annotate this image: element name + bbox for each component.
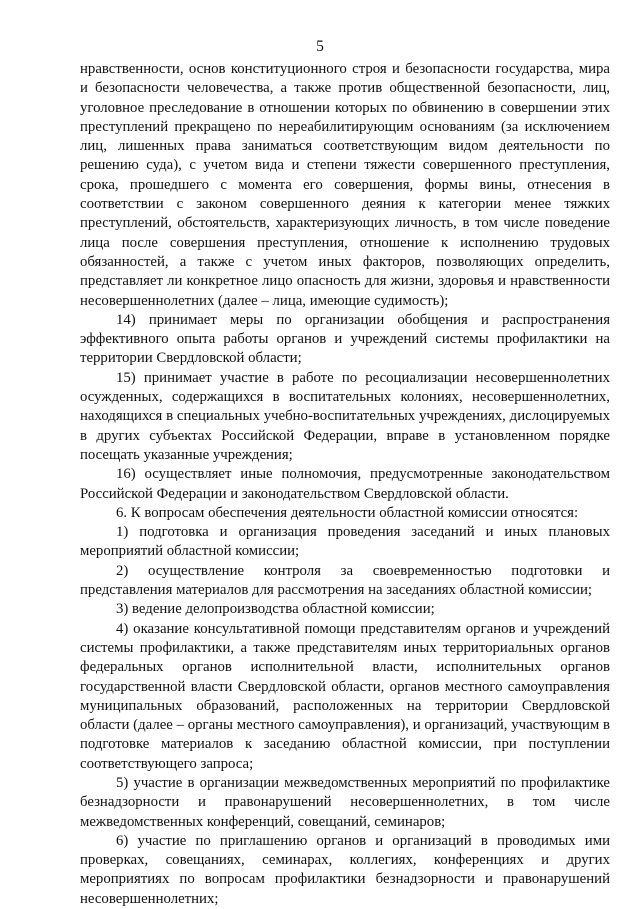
document-body: [80, 60, 610, 909]
paragraph-item-1: 1) подготовка и организация проведения заседаний и иных плановых мероприятий областной комиссии;: [80, 524, 610, 560]
paragraph-item-3: 3) ведение делопроизводства областной комиссии;: [116, 601, 435, 618]
paragraph-item-6: 6) участие по приглашению органов и организаций в проводимых ими проверках, совещаниях, семинарах, коллегиях, конференциях и других мероприятиях по вопросам профилактики безнадзорности и правонарушений несовершеннолетних;: [80, 832, 610, 907]
paragraph-continuation: нравственности, основ конституционного строя и безопасности государства, мира и безопасности человечества, а также против общественной безопасности, лиц, уголовное преследование в отношении которых по обвинению в совершении этих преступлений прекращено по нереабилитирующим основаниям (за исключением лиц, лишенных права заниматься соответствующим видом деятельности по решению суда), с учетом вида и степени тяжести совершенного преступления, срока, прошедшего с момента его совершения, формы вины, отнесения в соответствии с законом совершенного деяния к категории менее тяжких преступлений, обстоятельств, характеризующих личность, в том числе поведение лица после совершения преступления, отношение к исполнению трудовых обязанностей, а также с учетом иных факторов, позволяющих определить, представляет ли конкретное лицо опасность для жизни, здоровья и нравственности несовершеннолетних (далее – лица, имеющие судимость);: [80, 61, 610, 309]
paragraph-item-16: 16) осуществляет иные полномочия, предусмотренные законодательством Российской Федерации и законодательством Свердловской области.: [80, 466, 610, 502]
paragraph-item-2: 2) осуществление контроля за своевременностью подготовки и представления материалов для рассмотрения на заседаниях областной комиссии;: [80, 562, 610, 599]
paragraph-item-4: 4) оказание консультативной помощи представителям органов и учреждений системы профилактики, а также представителям иных территориальных органов федеральных органов исполнительной власти, исполнительных органов государственной власти Свердловской области, органов местного самоуправления муниципальных образований, расположенных на территории Свердловской области (далее – органы местного самоуправления), и организаций, участвующим в подготовке материалов к заседанию областной комиссии, при поступлении соответствующего запроса;: [80, 620, 610, 772]
paragraph-item-14: 14) принимает меры по организации обобщения и распространения эффективного опыта работы органов и учреждений системы профилактики на территории Свердловской области;: [80, 311, 610, 367]
paragraph-item-5: 5) участие в организации межведомственных мероприятий по профилактике безнадзорности и правонарушений несовершеннолетних, в том числе межведомственных конференций, совещаний, семинаров;: [80, 774, 610, 830]
page-number: 5: [316, 38, 324, 55]
paragraph-item-15: 15) принимает участие в работе по ресоциализации несовершеннолетних осужденных, содержащихся в воспитательных колониях, несовершеннолетних, находящихся в специальных учебно-воспитательных учреждениях, дислоцируемых в других субъектах Российской Федерации, вправе в установленном порядке посещать указанные учреждения;: [80, 369, 610, 463]
section-6-heading: 6. К вопросам обеспечения деятельности областной комиссии относятся:: [116, 504, 579, 521]
